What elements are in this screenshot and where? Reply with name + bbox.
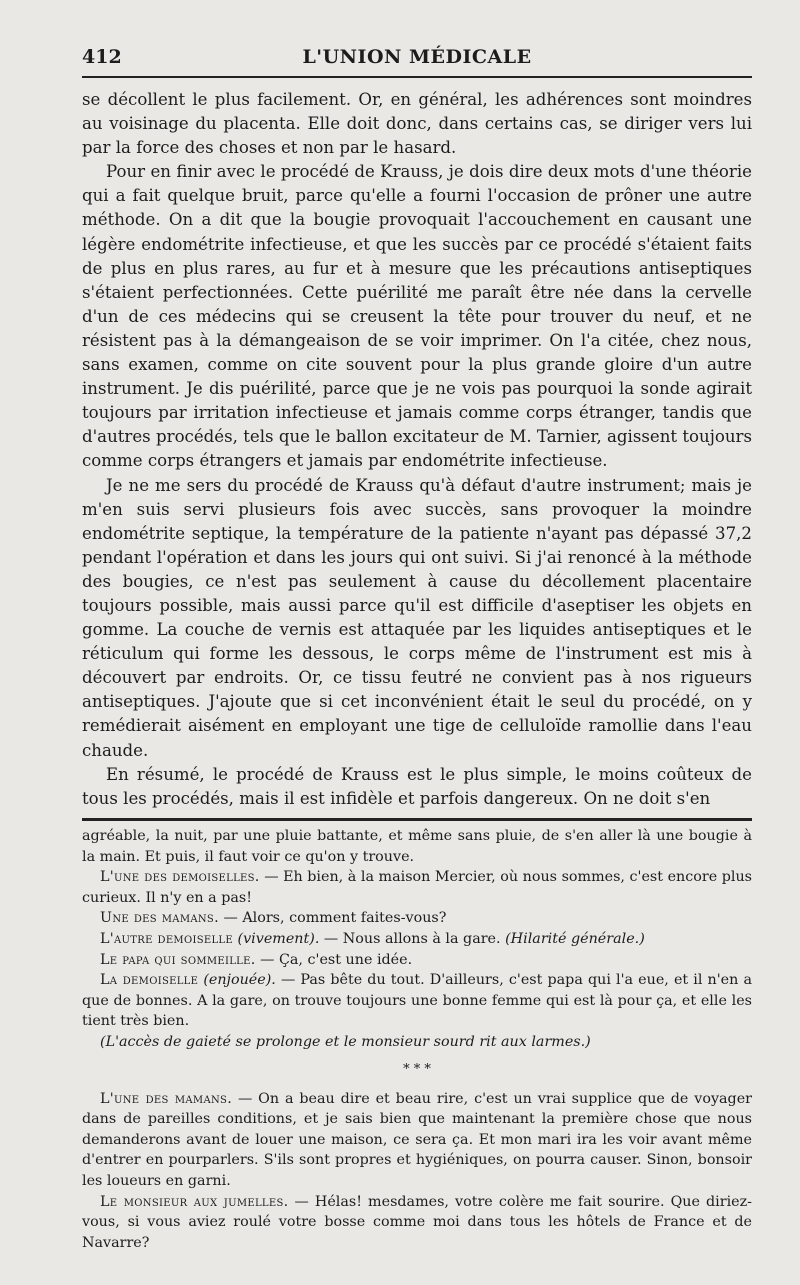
dialogue-line <box>82 908 752 929</box>
stage-direction-text: (L'accès de gaieté se prolonge et le monsieur sourd rit aux larmes.) <box>100 1033 591 1050</box>
stage-direction <box>82 1032 752 1053</box>
dialogue-line <box>82 950 752 971</box>
dialogue-text: — Hélas! mesdames, votre colère me fait sourire. Que diriez-vous, si vous aviez roulé votre bosse comme moi dans tous les hôtels de France et de Navarre? <box>82 1193 752 1251</box>
dialogue-line <box>82 970 752 1032</box>
dialogue-text: — Eh bien, à la maison Mercier, où nous sommes, c'est encore plus curieux. Il n'y en a pas! <box>82 869 752 906</box>
speaker-name: La demoiselle <box>100 972 199 989</box>
paragraph: Je ne me sers du procédé de Krauss qu'à défaut d'autre instrument; mais je m'en suis servi plusieurs fois avec succès, sans provoquer la moindre endométrite septique, la température de la patiente n'ayant pas dépassé 37,2 pendant l'opération et dans les jours qui ont suivi. Si j'ai renoncé à la méthode des bougies, ce n'est pas seulement à cause du décollement placentaire toujours possible, mais aussi parce qu'il est difficile d'aseptiser les objets en gomme. La couche de vernis est attaquée par les liquides antiseptiques et le réticulum qui forme les dessous, le corps même de l'instrument est mis à découvert par endroits. Or, ce tissu feutré ne convient pas à nos rigueurs antiseptiques. J'ajoute que si cet inconvénient était le seul du procédé, on y remédierait aisément en employant une tige de celluloïde ramollie dans l'eau chaude. <box>82 475 752 760</box>
paragraph: se décollent le plus facilement. Or, en général, les adhérences sont moindres au voisinage du placenta. Elle doit donc, dans certains cas, se diriger vers lui par la force des choses et non par le hasard. <box>82 90 752 158</box>
speaker-direction: (vivement). <box>237 930 320 947</box>
speaker-name: Une des mamans. <box>100 910 219 927</box>
feuilleton-section <box>82 826 752 1253</box>
running-title: L'UNION MÉDICALE <box>302 46 532 68</box>
dialogue-line <box>82 1192 752 1254</box>
page-number: 412 <box>82 46 122 68</box>
speaker-direction: (enjouée). <box>203 972 276 989</box>
dialogue-line <box>82 1089 752 1192</box>
dialogue-text: — Ça, c'est une idée. <box>255 951 413 968</box>
page-header <box>82 44 752 74</box>
dialogue-aside: (Hilarité générale.) <box>505 930 645 947</box>
dialogue-text: — On a beau dire et beau rire, c'est un vrai supplice que de voyager dans de pareilles conditions, et je sais bien que maintenant la première chose que nous demanderons avant de louer une maison, ce sera ça. Et mon mari ira les voir avant même d'entrer en pourparlers. S'ils sont propres et hygiéniques, on pourra causer. Sinon, bonsoir les loueurs en garni. <box>82 1090 753 1189</box>
dialogue-text: — Alors, comment faites-vous? <box>218 910 447 927</box>
feuilleton-opening: agréable, la nuit, par une pluie battante, et même sans pluie, de s'en aller là une bougie à la main. Et puis, il faut voir ce qu'on y trouve. <box>82 828 752 865</box>
feuilleton-divider <box>82 818 752 821</box>
header-rule <box>82 76 752 78</box>
paragraph: En résumé, le procédé de Krauss est le plus simple, le moins coûteux de tous les procédés, mais il est infidèle et parfois dangereux. On ne doit s'en <box>82 764 752 808</box>
speaker-name: Le papa qui sommeille. <box>100 951 256 968</box>
dialogue-line <box>82 929 752 950</box>
asterism-separator: * * * <box>403 1061 431 1077</box>
speaker-name: L'une des demoiselles. <box>100 869 260 886</box>
dialogue-text: — Nous allons à la gare. <box>319 930 506 947</box>
article-body <box>82 88 752 811</box>
paragraph: Pour en finir avec le procédé de Krauss, je dois dire deux mots d'une théorie qui a fait quelque bruit, parce qu'elle a fourni l'occasion de prôner une autre méthode. On a dit que la bougie provoquait l'accouchement en causant une légère endométrite infectieuse, et que les succès par ce procédé s'étaient faits de plus en plus rares, au fur et à mesure que les précautions antiseptiques s'étaient perfectionnées. Cette puérilité me paraît être née dans la cervelle d'un de ces médecins qui se creusent la tête pour trouver du neuf, et ne résistent pas à la démangeaison de se voir imprimer. On l'a citée, chez nous, sans examen, comme on cite souvent pour la plus grande gloire d'un autre instrument. Je dis puérilité, parce que je ne vois pas pourquoi la sonde agirait toujours par irritation infectieuse et jamais comme corps étranger, tandis que d'autres procédés, tels que le ballon excitateur de M. Tarnier, agissent toujours comme corps étrangers et jamais par endométrite infectieuse. <box>82 162 752 471</box>
dialogue-text: — Pas bête du tout. D'ailleurs, c'est papa qui l'a eue, et il n'en a que de bonnes. A la gare, on trouve toujours une bonne femme qui est là pour ça, et elle les tient très bien. <box>82 972 753 1030</box>
speaker-name: L'une des mamans. <box>100 1090 233 1107</box>
dialogue-line <box>82 867 752 908</box>
speaker-name: L'autre demoiselle <box>100 930 233 947</box>
speaker-name: Le monsieur aux jumelles. <box>100 1193 289 1210</box>
